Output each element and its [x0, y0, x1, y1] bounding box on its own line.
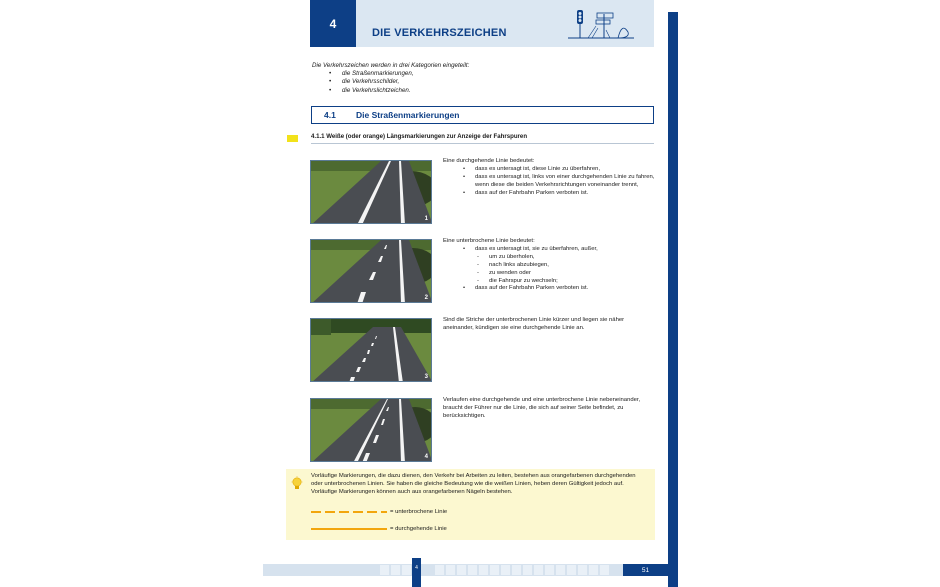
footer-chapter-tab — [446, 565, 455, 575]
list-item — [475, 246, 663, 286]
footer-chapter-tab — [479, 565, 488, 575]
footer-chapter-tab — [435, 565, 444, 575]
section-number: 4.1 — [324, 110, 336, 120]
list-item: - zu wenden oder — [489, 270, 663, 278]
dash-list — [475, 254, 663, 286]
block-lead: Eine unterbrochene Linie bedeutet: — [443, 238, 535, 244]
legend-broken-line — [311, 509, 447, 515]
intro-list — [312, 70, 469, 95]
section-heading — [311, 106, 654, 124]
footer-chapter-tab — [402, 565, 411, 575]
page-number: 51 — [623, 564, 668, 576]
footer-chapter-tab — [545, 565, 554, 575]
footer-chapter-tab — [534, 565, 543, 575]
list-item: - die Fahrspur zu wechseln; — [489, 278, 663, 286]
footer-chapter-tab — [512, 565, 521, 575]
bullet-list — [443, 246, 663, 293]
list-item: • die Verkehrslichtzeichen. — [342, 87, 469, 95]
section-title: Die Straßenmarkierungen — [356, 110, 460, 120]
list-item: • dass auf der Fahrbahn Parken verboten ist. — [475, 190, 663, 198]
chapter-number: 4 — [310, 0, 356, 47]
footer-chapter-tab — [523, 565, 532, 575]
text-block-combined-lines: Verlaufen eine durchgehende und eine unterbrochene Linie nebeneinander, braucht der Führer nur die Linie, die sich auf seiner Seite befindet, zu berücksichtigen. — [443, 397, 641, 419]
list-item: • die Straßenmarkierungen, — [342, 70, 469, 78]
image-number: 3 — [424, 374, 428, 380]
text-block-solid-line — [443, 158, 663, 198]
text-block-warning-line: Sind die Striche der unterbrochenen Linie kürzer und liegen sie näher aneinander, kündigen sie eine durchgehende Linie an. — [443, 317, 625, 331]
broken-orange-line-sample — [311, 511, 387, 513]
list-item: • dass es untersagt ist, links von einer durchgehenden Linie zu fahren, wenn diese die beiden Verkehrsrichtungen voneinander trennt, — [475, 174, 663, 190]
footer-chapter-tab — [567, 565, 576, 575]
traffic-light-and-signs-icon — [566, 8, 636, 42]
legend-solid-line — [311, 526, 447, 532]
solid-orange-line-sample — [311, 528, 387, 530]
list-item: • dass es untersagt ist, diese Linie zu überfahren, — [475, 166, 663, 174]
subsection-title: 4.1.1 Weiße (oder orange) Längsmarkierungen zur Anzeige der Fahrspuren — [311, 133, 528, 140]
footer-chapter-tab — [490, 565, 499, 575]
list-item: • die Verkehrsschilder, — [342, 78, 469, 86]
intro-text: Die Verkehrszeichen werden in drei Kategorien eingeteilt: — [312, 62, 470, 69]
road-image-warning-line — [310, 318, 432, 382]
footer-chapter-tab — [391, 565, 400, 575]
footer-chapter-tab — [600, 565, 609, 575]
text-block-broken-line — [443, 238, 663, 293]
block-lead: Eine durchgehende Linie bedeutet: — [443, 158, 535, 164]
lightbulb-icon — [291, 476, 303, 492]
footer-active-chapter: 4 — [412, 558, 421, 587]
side-accent-bar — [668, 12, 678, 587]
footer-chapter-tab — [556, 565, 565, 575]
footer-chapter-tab — [589, 565, 598, 575]
footer-chapter-tab — [380, 565, 389, 575]
bullet-list — [443, 166, 663, 198]
list-item: - um zu überholen, — [489, 254, 663, 262]
yellow-marker — [287, 135, 298, 142]
footer-chapter-tab — [501, 565, 510, 575]
footer-chapter-tab — [457, 565, 466, 575]
road-image-solid-line — [310, 160, 432, 224]
image-number: 1 — [424, 216, 428, 222]
legend-label: = durchgehende Linie — [390, 526, 447, 532]
legend-label: = unterbrochene Linie — [390, 509, 448, 515]
image-number: 4 — [424, 454, 428, 460]
bullet-text: dass es untersagt ist, sie zu überfahren, außer, — [475, 245, 598, 252]
road-image-combined-lines — [310, 398, 432, 462]
list-item: - nach links abzubiegen, — [489, 262, 663, 270]
intro — [312, 62, 469, 95]
note-text: Vorläufige Markierungen, die dazu dienen, den Verkehr bei Arbeiten zu leiten, bestehen aus orangefarbenen durchgehenden oder unterbrochenen Linien. Sie haben die gleiche Bedeutung wie die weißen Linien, heben deren Gültigkeit jedoch auf. Vorläufige Markierungen können auch aus orangefarbenen Nägeln bestehen. — [311, 473, 636, 495]
image-number: 2 — [424, 295, 428, 301]
road-image-broken-line — [310, 239, 432, 303]
divider — [311, 143, 654, 144]
footer-chapter-tab — [468, 565, 477, 575]
chapter-title: DIE VERKEHRSZEICHEN — [372, 27, 507, 39]
list-item: • dass auf der Fahrbahn Parken verboten ist. — [475, 285, 663, 293]
footer-chapter-tab — [578, 565, 587, 575]
